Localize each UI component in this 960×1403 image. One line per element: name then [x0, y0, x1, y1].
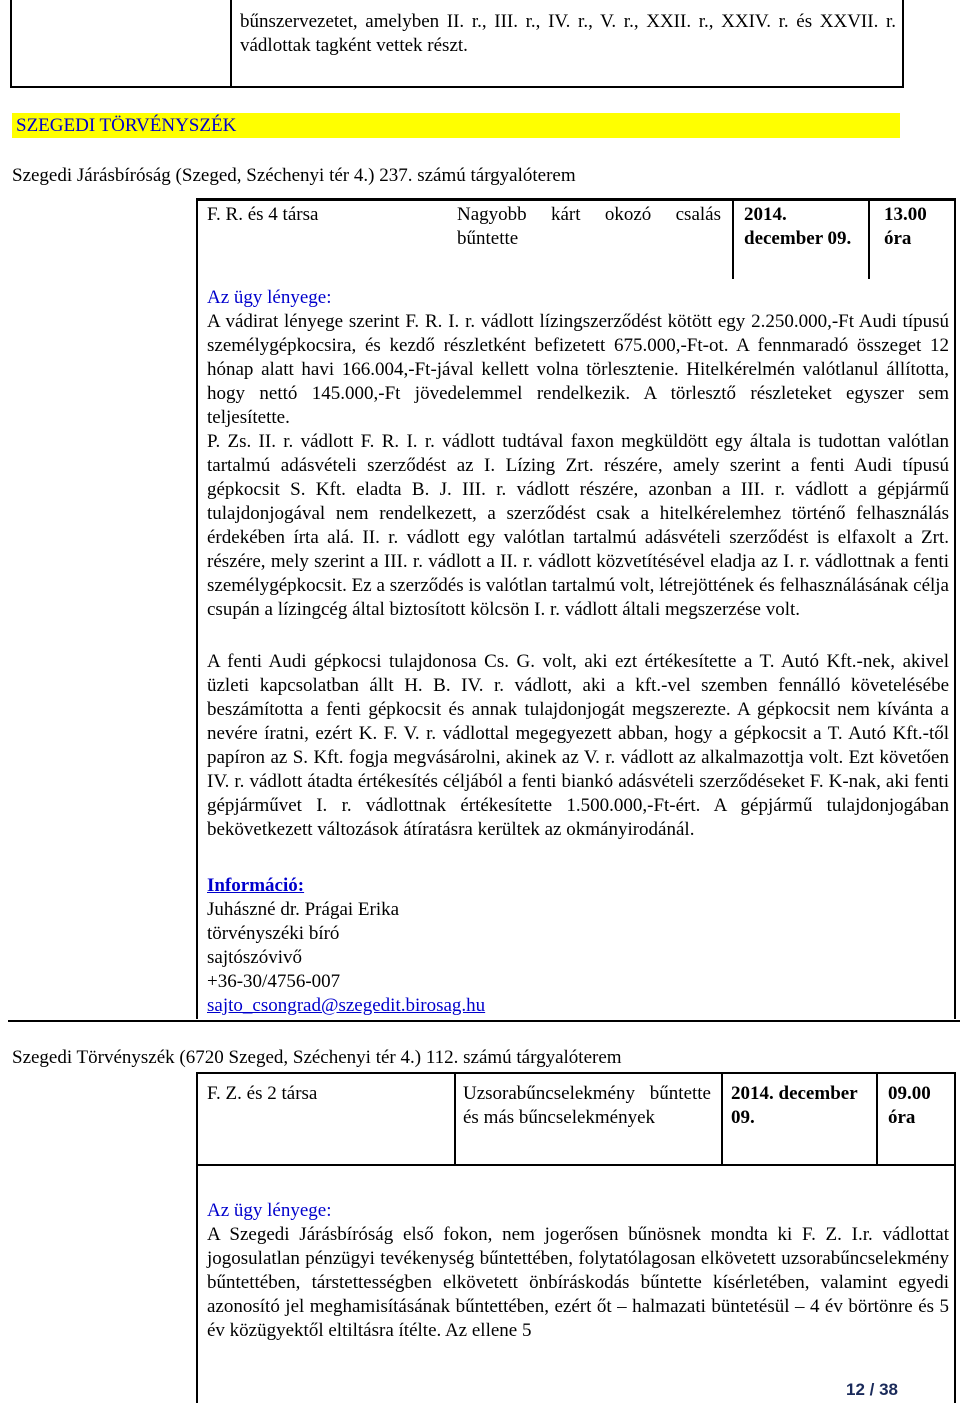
case2-paragraph: A Szegedi Járásbíróság első fokon, nem jogerősen bűnösnek mondta ki F. Z. I.r. vádlottat jogosulatlan pénzügyi tevékenység bűntettében, folytatólagosan elkövetett uzsorabűncselekmény bűntettében, társtettességben elkövetett önbíráskodás bűntette kísérletében, valamint egyedi azonosító jel meghamisításának bűntettében, ezért őt – halmazati büntetésül – 4 év börtönre és 5 év közügyektől eltiltásra ítélte. Az ellene 5 [207, 1224, 949, 1341]
case1-defendant: F. R. és 4 társa [207, 204, 319, 225]
case2-cell-divider [454, 1072, 456, 1164]
case2-essence-label: Az ügy lényege: [207, 1200, 332, 1221]
case2-date: 2014. december 09. [731, 1083, 858, 1128]
case1-time: 13.00 óra [884, 204, 927, 249]
contact-name: Juhászné dr. Prágai Erika [207, 899, 400, 920]
case1-info [207, 874, 485, 1018]
court-banner [12, 113, 900, 138]
case1-essence-label: Az ügy lényege: [207, 287, 332, 308]
contact-title: törvényszéki bíró [207, 923, 340, 944]
page-number: 12 / 38 [846, 1380, 898, 1399]
column-divider [230, 0, 232, 86]
info-label: Információ: [207, 875, 305, 896]
case1-location: Szegedi Járásbíróság (Szeged, Széchenyi tér 4.) 237. számú tárgyalóterem [12, 165, 576, 186]
case2-row-border [196, 1164, 956, 1166]
case2-cell-divider [876, 1072, 878, 1164]
case1-paragraph-3: A fenti Audi gépkocsi tulajdonosa Cs. G. volt, aki ezt értékesítette a T. Autó Kft.-nek, akivel üzleti kapcsolatban állt H. B. IV. r. vádlott, aki a kft.-vel szemben fennálló követelésébe beszámította a fenti gépkocsit és annak tulajdonjogát megszerezte. A gépkocsit nem kívánta a nevére íratni, ezért K. F. V. r. vádlottal megegyezett abban, hogy a gépkocsit a T. Autó Kft.-től papíron az S. Kft. fogja megvásárolni, akinek az V. r. vádlott az alkalmazottja volt. Ezt követően IV. r. vádlott átadta értékesítés céljából a fenti biankó adásvételi szerződéseket F. K-nak, aki fenti gépjárművet I. r. vádlottnak értékesítette 1.500.000,-Ft-ért. A gépjármű tulajdonjogában bekövetkezett változások átíratásra kerültek az okmányirodánál. [207, 651, 949, 840]
case2-cell-divider [721, 1072, 723, 1164]
previous-case-text: bűnszervezetet, amelyben II. r., III. r., IV. r., V. r., XXII. r., XXIV. r. és XXVII. r. vádlottak tagként vettek részt. [240, 11, 896, 56]
case2-location: Szegedi Törvényszék (6720 Szeged, Széchenyi tér 4.) 112. számú tárgyalóterem [12, 1047, 622, 1068]
contact-email-link[interactable]: sajto_csongrad@szegedit.birosag.hu [207, 995, 486, 1016]
contact-phone: +36-30/4756-007 [207, 971, 341, 992]
section-separator [8, 1020, 960, 1022]
case2-charge: Uzsorabűncselekmény bűntette és más bűncselekmények [463, 1083, 711, 1128]
case2-time: 09.00 óra [888, 1083, 931, 1128]
case1-date: 2014. december 09. [744, 204, 852, 249]
case1-paragraph-1: A vádirat lényege szerint F. R. I. r. vádlott lízingszerződést kötött egy 2.250.000,-Ft Audi típusú személygépkocsira, és kezdő részletként befizetett 675.000,-Ft-ot. A fennmaradó összeget 12 hónap alatt havi 166.004,-Ft-jával kellett volna törlesztenie. Hitelkérelmén valótlanul állította, hogy nettó 145.000,-Ft jövedelemmel rendelkezik. A törlesztő részleteket egyszer sem teljesítette. [207, 311, 949, 428]
case1-cell-divider [868, 199, 870, 279]
case1-paragraph-2: P. Zs. II. r. vádlott F. R. I. r. vádlott tudtával faxon megküldött egy általa is tudottan valótlan tartalmú adásvételi szerződést az I. Lízing Zrt. részére, amely szerint a fenti Audi típusú gépkocsit S. Kft. eladta B. J. III. r. vádlott részére, azonban a III. r. vádlott a gépjármű tulajdonjogával nem rendelkezett, a szerződést csak a hitelkérelemhez történő felhasználás érdekében írta alá. II. r. vádlott egy valótlan tartalmú adásvételi szerződést is elfaxolt a Zrt. részére, mely szerint a III. r. vádlott a II. r. vádlott közvetítésével eladja az I. r. vádlottnak a fenti személygépkocsit. Ez a szerződés is valótlan tartalmú volt, létrejöttének és felhasználásának célja csupán a lízingcég által biztosított kölcsön I. r. vádlott általi megszerzése volt. [207, 431, 949, 620]
case1-cell-divider [732, 199, 734, 279]
contact-role: sajtószóvivő [207, 947, 302, 968]
court-banner-title: SZEGEDI TÖRVÉNYSZÉK [16, 115, 237, 136]
case2-defendant: F. Z. és 2 társa [207, 1083, 318, 1104]
case1-charge: Nagyobb kárt okozó csalás bűntette [457, 204, 721, 249]
